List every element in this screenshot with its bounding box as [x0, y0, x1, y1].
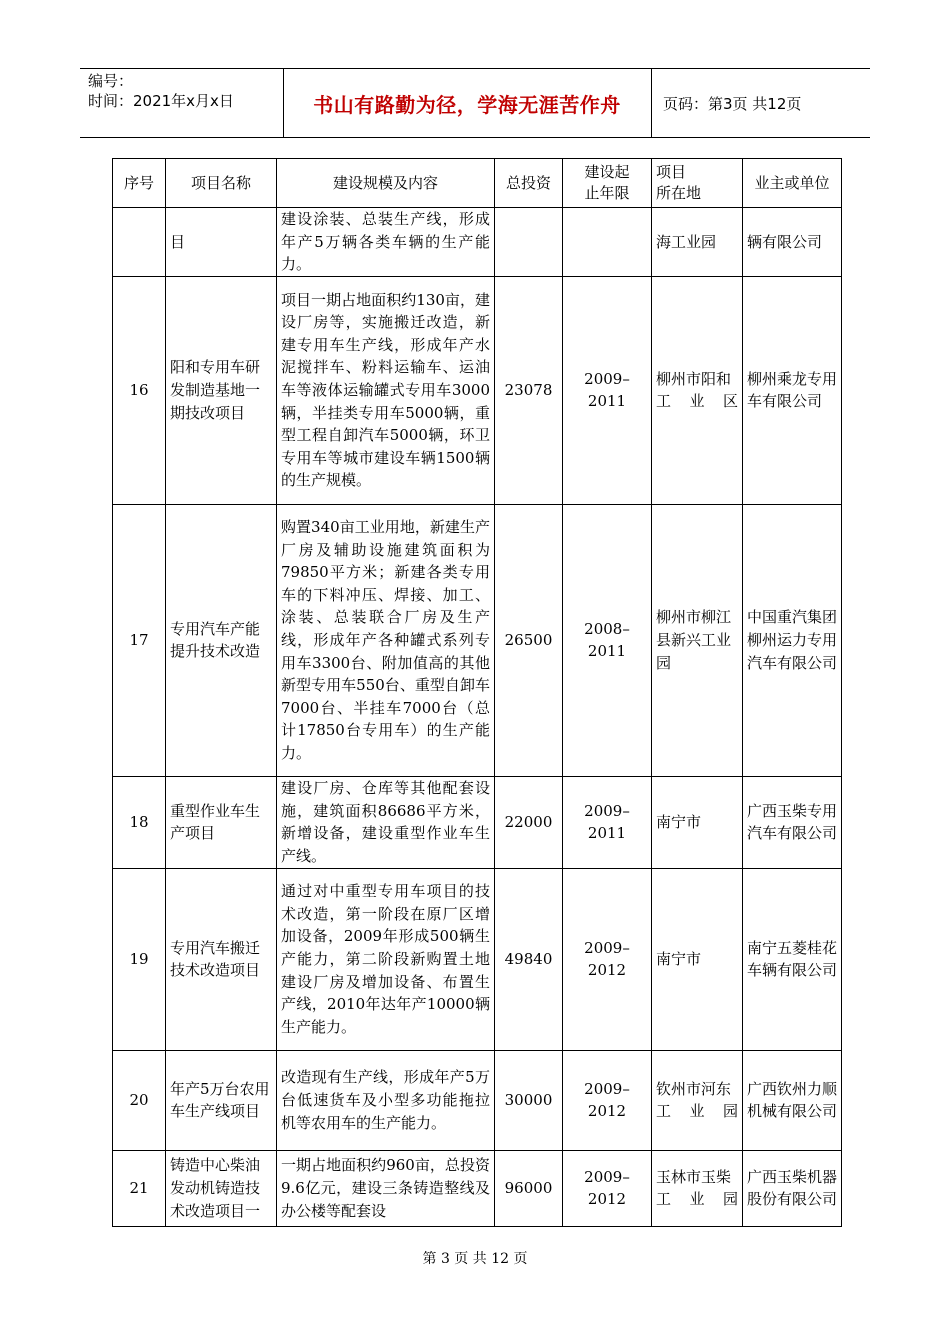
header-meta	[80, 69, 284, 137]
cell-no: 20	[113, 1050, 166, 1150]
cell-name: 年产5万台农用车生产线项目	[166, 1050, 277, 1150]
cell-no: 17	[113, 504, 166, 776]
col-header-location	[652, 159, 743, 208]
col-header-location-l2: 所在地	[656, 184, 702, 202]
cell-scale: 改造现有生产线，形成年产5万台低速货车及小型多功能拖拉机等农用车的生产能力。	[277, 1050, 495, 1150]
cell-no: 19	[113, 868, 166, 1050]
col-header-years	[563, 159, 652, 208]
cell-years: 2009–2011	[563, 276, 652, 504]
header-motto: 书山有路勤为径，学海无涯苦作舟	[283, 69, 652, 137]
col-header-scale: 建设规模及内容	[277, 159, 495, 208]
cell-owner: 辆有限公司	[743, 208, 842, 277]
page-footer: 第 3 页 共 12 页	[422, 1251, 528, 1267]
table-row	[113, 1150, 842, 1226]
project-table	[112, 158, 842, 1227]
col-header-years-l2: 止年限	[584, 184, 630, 202]
cell-owner: 中国重汽集团柳州运力专用汽车有限公司	[743, 504, 842, 776]
cell-no: 21	[113, 1150, 166, 1226]
cell-name: 目	[166, 208, 277, 277]
cell-investment: 49840	[495, 868, 563, 1050]
cell-no: 18	[113, 776, 166, 868]
col-header-location-l1: 项目	[656, 163, 687, 181]
table-row	[113, 276, 842, 504]
table-row	[113, 504, 842, 776]
cell-scale: 建设涂装、总装生产线，形成年产5万辆各类车辆的生产能力。	[277, 208, 495, 277]
cell-investment: 96000	[495, 1150, 563, 1226]
cell-name: 重型作业车生产项目	[166, 776, 277, 868]
table-row	[113, 776, 842, 868]
cell-location: 钦州市河东工业园	[652, 1050, 743, 1150]
table-row	[113, 1050, 842, 1150]
col-header-years-l1: 建设起	[584, 163, 630, 181]
cell-location: 玉林市玉柴工业园	[652, 1150, 743, 1226]
col-header-no: 序号	[113, 159, 166, 208]
time-label: 时间：2021年x月x日	[88, 92, 234, 110]
header-page-info: 页码：第3页 共12页	[663, 94, 802, 113]
cell-investment: 26500	[495, 504, 563, 776]
cell-location: 柳州市柳江县新兴工业园	[652, 504, 743, 776]
col-header-owner: 业主或单位	[743, 159, 842, 208]
cell-name: 铸造中心柴油发动机铸造技术改造项目一	[166, 1150, 277, 1226]
cell-scale: 通过对中重型专用车项目的技术改造，第一阶段在原厂区增加设备，2009年形成500辆生产能力，第二阶段新购置土地建设厂房及增加设备、布置生产线，2010年达年产10000辆生产能力。	[277, 868, 495, 1050]
cell-owner: 柳州乘龙专用车有限公司	[743, 276, 842, 504]
table-row	[113, 208, 842, 277]
table-row	[113, 868, 842, 1050]
cell-name: 阳和专用车研发制造基地一期技改项目	[166, 276, 277, 504]
cell-no: 16	[113, 276, 166, 504]
cell-investment: 23078	[495, 276, 563, 504]
cell-name: 专用汽车产能提升技术改造	[166, 504, 277, 776]
col-header-investment: 总投资	[495, 159, 563, 208]
table-header-row	[113, 159, 842, 208]
cell-owner: 广西钦州力顺机械有限公司	[743, 1050, 842, 1150]
cell-scale: 一期占地面积约960亩，总投资9.6亿元，建设三条铸造整线及办公楼等配套设	[277, 1150, 495, 1226]
cell-location: 南宁市	[652, 868, 743, 1050]
cell-no	[113, 208, 166, 277]
cell-investment: 30000	[495, 1050, 563, 1150]
cell-years: 2009–2012	[563, 868, 652, 1050]
cell-years: 2009–2011	[563, 776, 652, 868]
cell-location: 柳州市阳和工业区	[652, 276, 743, 504]
code-label: 编号：	[88, 72, 134, 90]
cell-scale: 项目一期占地面积约130亩，建设厂房等，实施搬迁改造，新建专用车生产线，形成年产水泥搅拌车、粉料运输车、运油车等液体运输罐式专用车3000辆，半挂类专用车5000辆，重型工程自卸汽车5000辆，环卫专用车等城市建设车辆1500辆的生产规模。	[277, 276, 495, 504]
cell-owner: 广西玉柴专用汽车有限公司	[743, 776, 842, 868]
cell-location: 海工业园	[652, 208, 743, 277]
cell-name: 专用汽车搬迁技术改造项目	[166, 868, 277, 1050]
cell-years: 2009–2012	[563, 1150, 652, 1226]
cell-scale: 购置340亩工业用地，新建生产厂房及辅助设施建筑面积为79850平方米；新建各类专用车的下料冲压、焊接、加工、涂装、总装联合厂房及生产线，形成年产各种罐式系列专用车3300台、附加值高的其他新型专用车550台、重型自卸车7000台、半挂车7000台（总计17850台专用车）的生产能力。	[277, 504, 495, 776]
cell-years: 2009–2012	[563, 1050, 652, 1150]
cell-years: 2008–2011	[563, 504, 652, 776]
page-header	[80, 68, 870, 138]
cell-years	[563, 208, 652, 277]
cell-investment	[495, 208, 563, 277]
cell-scale: 建设厂房、仓库等其他配套设施，建筑面积86686平方米，新增设备，建设重型作业车生产线。	[277, 776, 495, 868]
col-header-name: 项目名称	[166, 159, 277, 208]
cell-location: 南宁市	[652, 776, 743, 868]
cell-investment: 22000	[495, 776, 563, 868]
cell-owner: 南宁五菱桂花车辆有限公司	[743, 868, 842, 1050]
cell-owner: 广西玉柴机器股份有限公司	[743, 1150, 842, 1226]
